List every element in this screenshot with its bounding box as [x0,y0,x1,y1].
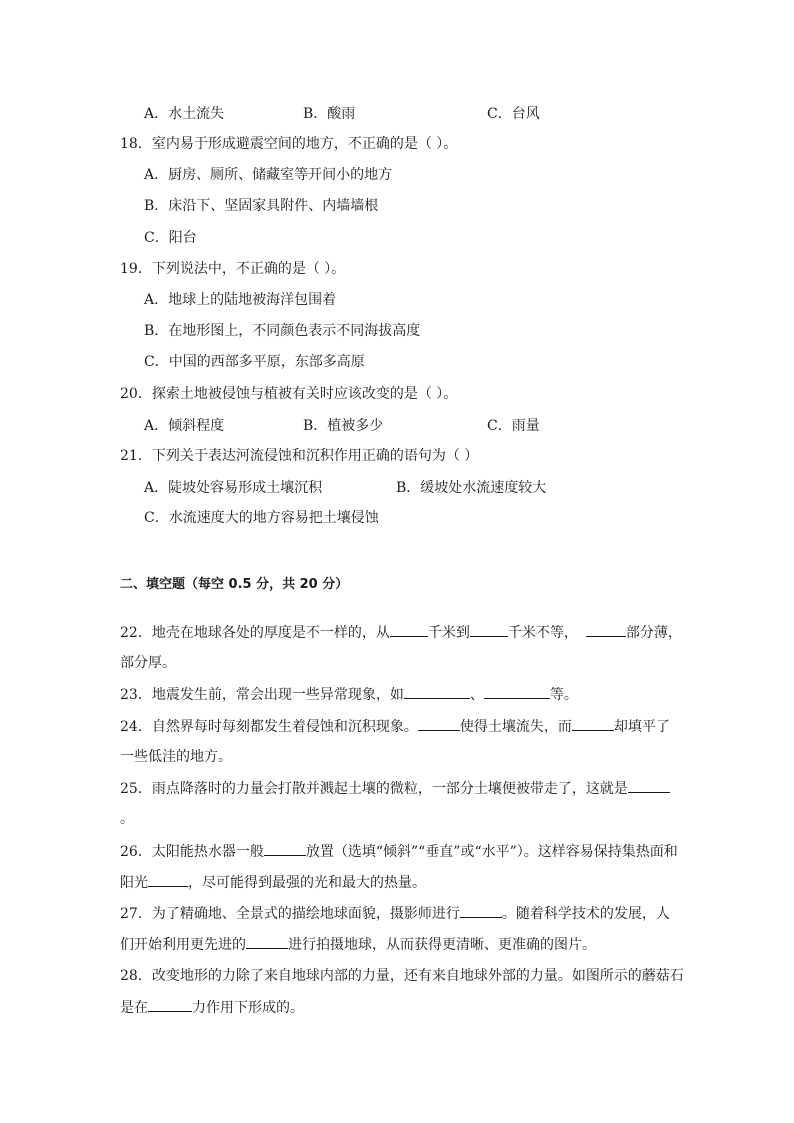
q17-option-b: B．酸雨 [303,106,356,122]
answer-blank[interactable] [418,716,460,731]
q28-text-3: 力作用下形成的。 [192,1000,304,1016]
q22-text-3: 千米不等， [507,625,578,641]
q18-stem: 18．室内易于形成避震空间的地方，不正确的是（ ）。 [120,136,458,152]
q19-option-a: A．地球上的陆地被海洋包围着 [144,292,337,308]
q18-option-b: B．床沿下、坚固家具附件、内墙墙根 [144,198,379,214]
q22-line2: 部分厚。 [120,655,176,671]
q19-stem: 19．下列说法中，不正确的是（ ）。 [120,261,346,277]
q22-line1 [120,622,682,642]
q28-text-2: 是在 [120,1000,148,1016]
q19-option-c: C．中国的西部多平原，东部多高原 [144,354,365,370]
q20-option-b: B．植被多少 [303,418,384,434]
q21-stem: 21．下列关于表达河流侵蚀和沉积作用正确的语句为（ ） [120,448,479,464]
q26-text-4: ，尽可能得到最强的光和最大的热量。 [188,875,426,891]
answer-blank[interactable] [148,997,192,1012]
q23-text-1: 23．地震发生前，常会出现一些异常现象，如 [120,687,404,703]
q25-line1 [120,778,670,798]
q21-option-a: A．陡坡处容易形成土壤沉积 [144,480,323,496]
q23-line [120,684,578,704]
q26-text-1: 26．太阳能热水器一般 [120,844,264,860]
q21-option-c: C．水流速度大的地方容易把土壤侵蚀 [144,510,379,526]
q27-line2 [120,934,596,954]
answer-blank[interactable] [264,841,306,856]
q24-text-2: 使得土壤流失，而 [459,719,572,735]
q25-line2: 。 [120,811,134,827]
q17-option-a: A．水土流失 [144,106,225,122]
answer-blank[interactable] [460,903,502,918]
section-heading: 二、填空题（每空 0.5 分，共 20 分） [120,577,349,592]
q28-line1: 28．改变地形的力除了来自地球内部的力量，还有来自地球外部的力量。如图所示的蘑菇石 [120,968,684,984]
q27-text-4: 进行拍摄地球，从而获得更清晰、更准确的图片。 [288,937,596,953]
answer-blank[interactable] [572,716,614,731]
answer-blank[interactable] [148,872,188,887]
q20-option-a: A．倾斜程度 [144,418,225,434]
q19-option-b: B．在地形图上，不同颜色表示不同海拔高度 [144,323,421,339]
q18-option-c: C．阳台 [144,230,197,246]
q26-line1 [120,841,678,861]
q26-text-3: 阳光 [120,875,148,891]
q25-text-1: 25．雨点降落时的力量会打散并溅起土壤的微粒，一部分土壤便被带走了，这就是 [120,781,628,797]
q27-text-2: 。随着科学技术的发展，人 [501,906,670,922]
q20-option-c: C．雨量 [487,418,540,434]
q26-text-2: 放置（选填“倾斜”“垂直”或“水平”）。这样容易保持集热面和 [305,844,678,860]
answer-blank[interactable] [586,622,626,637]
q21-option-b: B．缓坡处水流速度较大 [396,480,547,496]
q23-text-2: 、 [469,687,484,703]
q24-line1 [120,716,670,736]
answer-blank[interactable] [246,934,288,949]
q22-text-2: 千米到 [427,625,470,641]
q28-line2 [120,997,304,1017]
answer-blank[interactable] [404,684,470,699]
answer-blank[interactable] [390,622,428,637]
q26-line2 [120,872,426,892]
q24-text-3: 却填平了 [613,719,670,735]
answer-blank[interactable] [484,684,550,699]
q27-line1 [120,903,670,923]
q22-text-1: 22．地壳在地球各处的厚度是不一样的，从 [120,625,390,641]
q20-stem: 20．探索土地被侵蚀与植被有关时应该改变的是（ ）。 [120,386,458,402]
q18-option-a: A．厨房、厕所、储藏室等开间小的地方 [144,167,393,183]
q23-text-3: 等。 [549,687,578,703]
q24-line2: 一些低洼的地方。 [120,749,232,765]
q17-option-c: C．台风 [487,106,540,122]
q22-text-4: 部分薄， [625,625,682,641]
q24-text-1: 24．自然界每时每刻都发生着侵蚀和沉积现象。 [120,719,418,735]
answer-blank[interactable] [628,778,670,793]
q27-text-1: 27．为了精确地、全景式的描绘地球面貌，摄影师进行 [120,906,460,922]
q27-text-3: 们开始利用更先进的 [120,937,246,953]
answer-blank[interactable] [470,622,508,637]
